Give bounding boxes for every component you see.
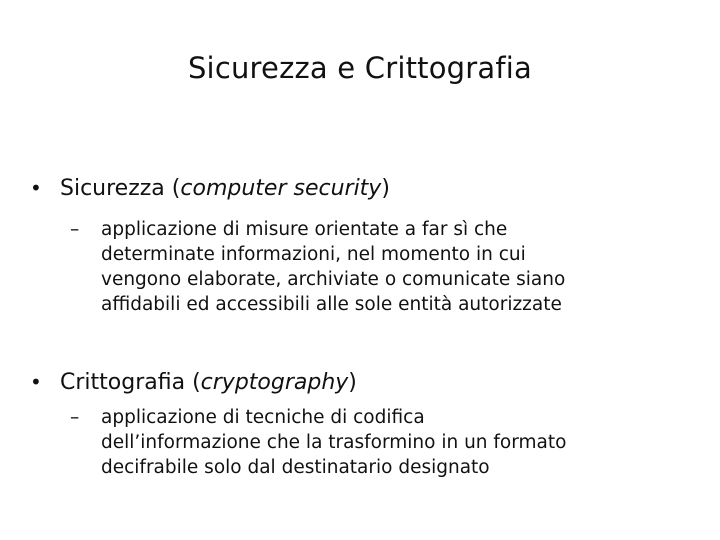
bullet-marker: • <box>30 370 42 394</box>
slide-title: Sicurezza e Crittografia <box>187 51 533 85</box>
bullet-crittografia <box>30 368 357 397</box>
close-paren: ) <box>348 370 357 395</box>
bullet-term: Sicurezza <box>60 176 165 201</box>
text-line: determinate informazioni, nel momento in cui <box>101 244 526 265</box>
dash-marker: – <box>70 219 80 240</box>
text-line: vengono elaborate, archiviate o comunicate siano <box>101 269 566 290</box>
sub-item-text <box>101 217 565 317</box>
text-line: applicazione di tecniche di codifica <box>101 407 425 428</box>
sub-item-text <box>101 405 566 480</box>
sub-item-crittografia <box>70 405 566 480</box>
sub-item-sicurezza <box>70 217 565 317</box>
open-paren: ( <box>192 370 201 395</box>
bullet-translation: computer security <box>180 176 382 201</box>
bullet-marker: • <box>30 176 42 200</box>
text-line: decifrabile solo dal destinatario designato <box>101 457 490 478</box>
bullet-sicurezza <box>30 174 390 203</box>
text-line: affidabili ed accessibili alle sole entità autorizzate <box>101 294 562 315</box>
dash-marker: – <box>70 407 80 428</box>
close-paren: ) <box>381 176 390 201</box>
bullet-translation: cryptography <box>200 370 349 395</box>
text-line: dell’informazione che la trasformino in un formato <box>101 432 567 453</box>
bullet-term: Crittografia <box>60 370 186 395</box>
text-line: applicazione di misure orientate a far sì che <box>101 219 508 240</box>
open-paren: ( <box>171 176 181 201</box>
